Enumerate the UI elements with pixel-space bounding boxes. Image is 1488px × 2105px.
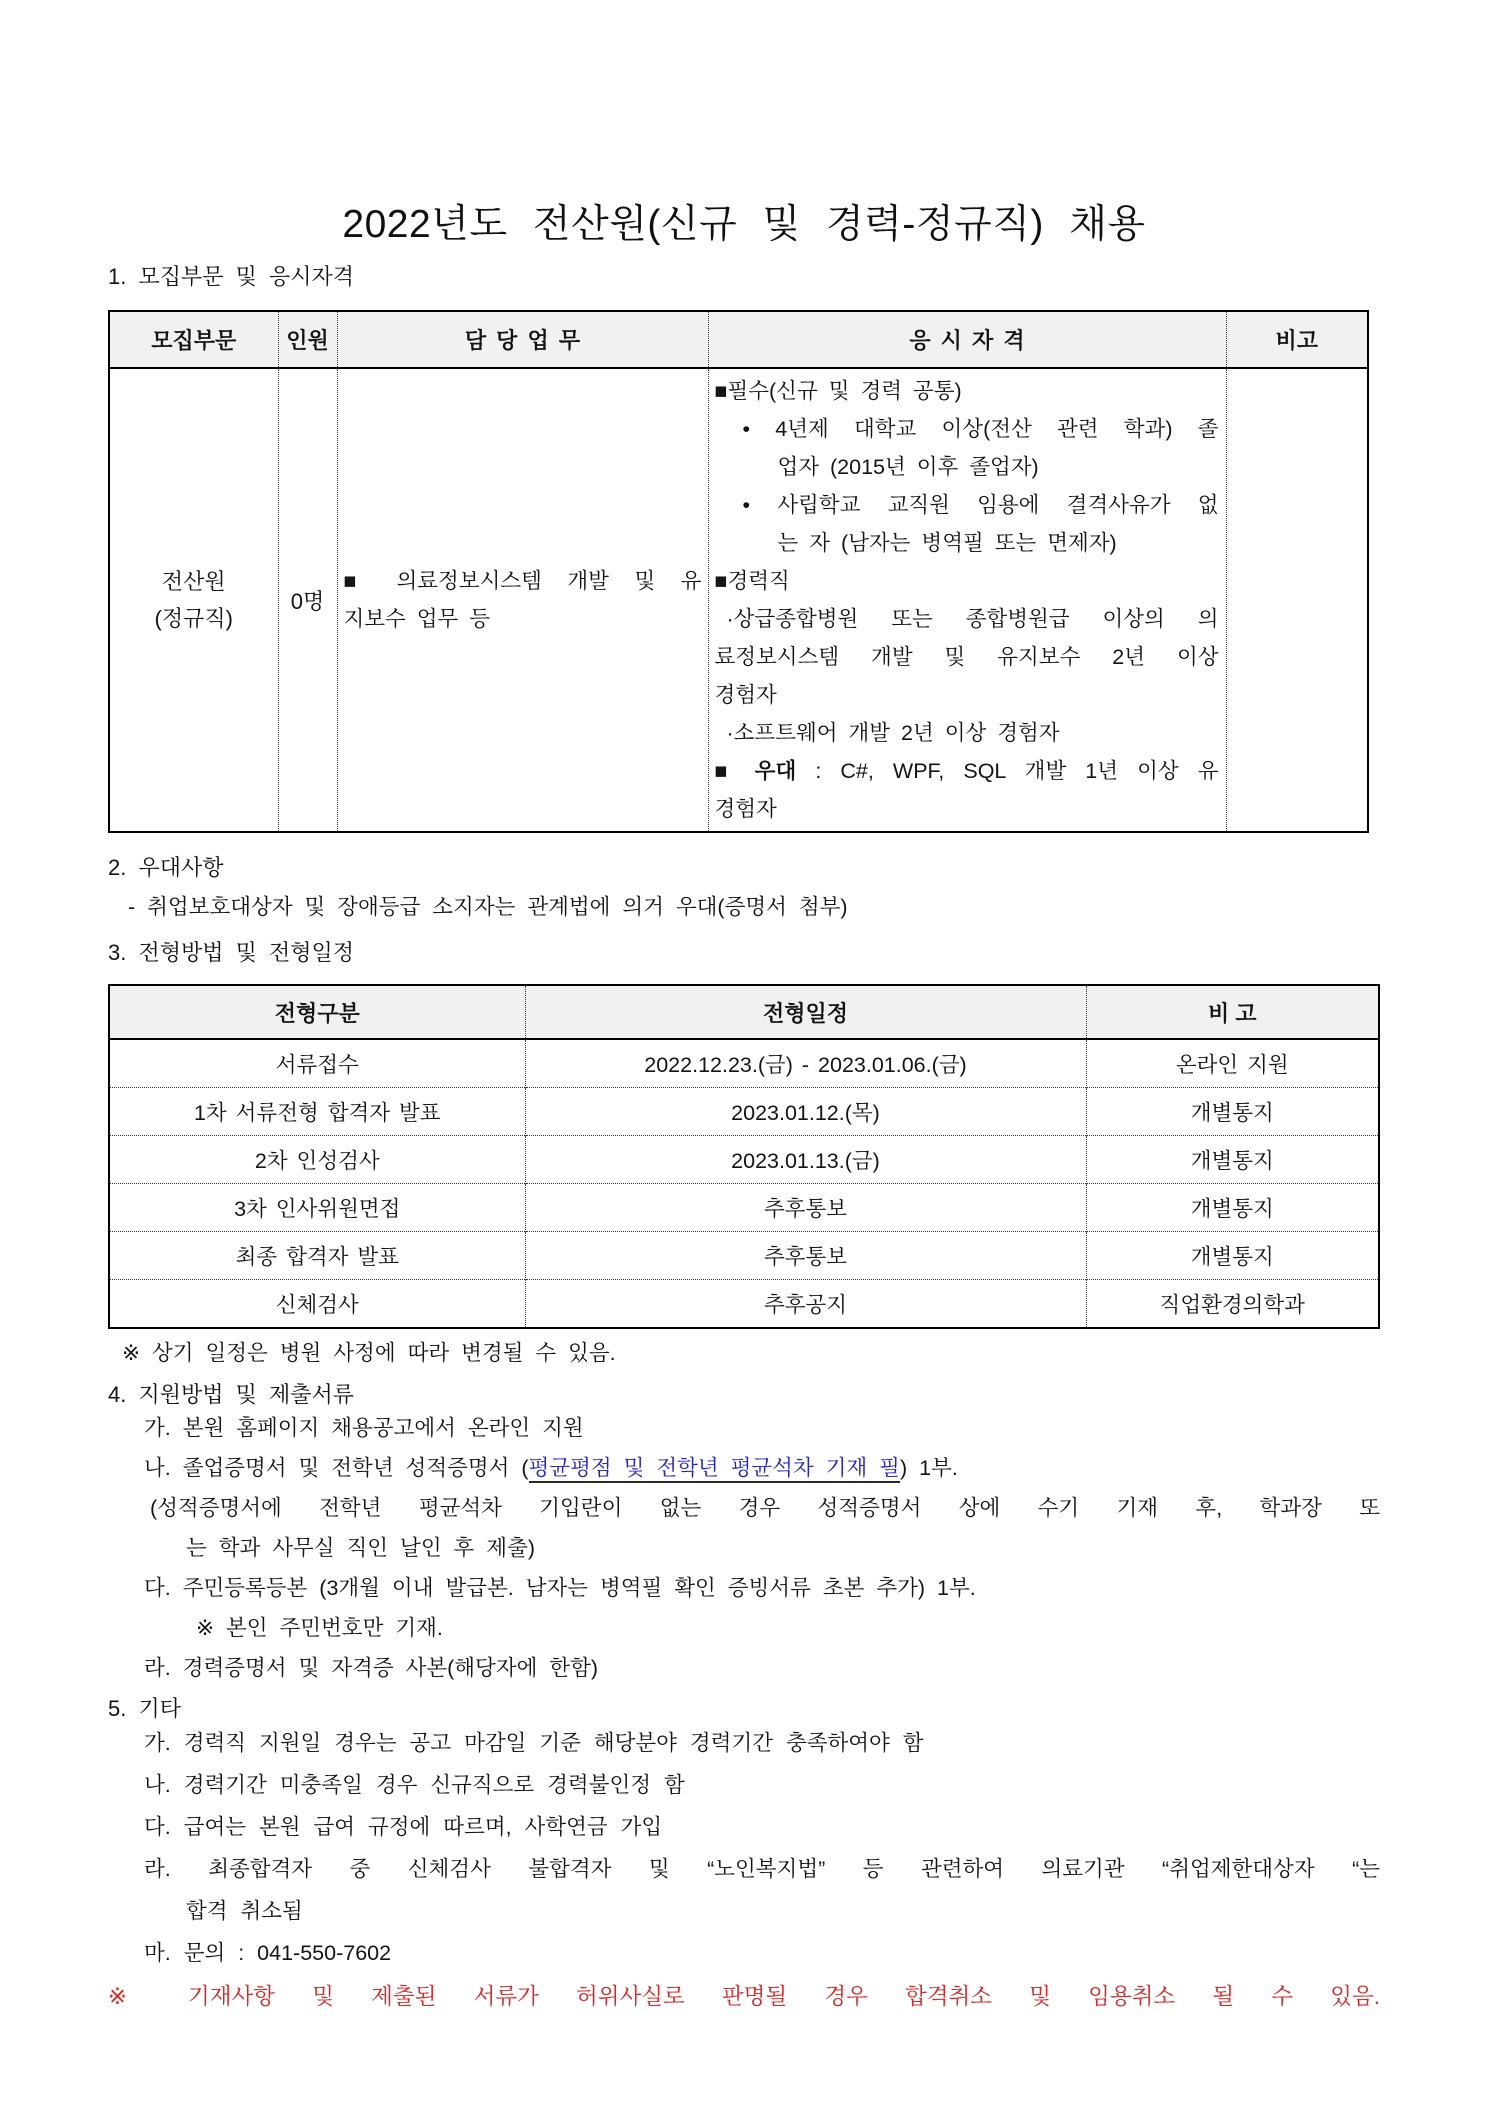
grade-requirement-emphasis: 평균평점 및 전학년 평균석차 기재 필 bbox=[529, 1456, 900, 1483]
schedule-note: 개별통지 bbox=[1086, 1184, 1379, 1232]
s4-item-ra: 라. 경력증명서 및 자격증 사본(해당자에 한함) bbox=[144, 1656, 599, 1680]
section-4-heading: 4. 지원방법 및 제출서류 bbox=[108, 1382, 354, 1407]
s4-item-na-suffix: ) 1부. bbox=[899, 1456, 958, 1480]
schedule-stage: 3차 인사위원면접 bbox=[109, 1184, 525, 1232]
recruit-table-header-row bbox=[109, 311, 1368, 368]
schedule-row bbox=[109, 1039, 1379, 1088]
s5-item-ma-contact: 마. 문의 : 041-550-7602 bbox=[144, 1941, 392, 1965]
qual-line: ·상급종합병원 또는 종합병원급 이상의 의 bbox=[726, 607, 1219, 631]
schedule-note: 직업환경의학과 bbox=[1086, 1280, 1379, 1329]
section-2-item: - 취업보호대상자 및 장애등급 소지자는 관계법에 의거 우대(증명서 첨부) bbox=[128, 895, 848, 919]
qual-line: 경험자 bbox=[714, 797, 777, 821]
recruit-cell-qualification bbox=[708, 368, 1226, 832]
schedule-row bbox=[109, 1280, 1379, 1329]
recruit-header-part: 모집부문 bbox=[109, 311, 278, 368]
s5-item-ra-cont: 합격 취소됨 bbox=[186, 1899, 303, 1923]
schedule-stage: 2차 인성검사 bbox=[109, 1136, 525, 1184]
schedule-row bbox=[109, 1232, 1379, 1280]
schedule-stage: 최종 합격자 발표 bbox=[109, 1232, 525, 1280]
s5-item-ra: 라. 최종합격자 중 신체검사 불합격자 및 “노인복지법” 등 관련하여 의료기관 “취업제한대상자 “는 bbox=[144, 1857, 1380, 1881]
schedule-note: 개별통지 bbox=[1086, 1232, 1379, 1280]
schedule-table bbox=[108, 984, 1380, 1329]
schedule-row bbox=[109, 1136, 1379, 1184]
doc-title: 2022년도 전산원(신규 및 경력-정규직) 채용 bbox=[342, 203, 1146, 246]
s4-item-da-note: ※ 본인 주민번호만 기재. bbox=[196, 1616, 443, 1640]
recruit-header-qualification: 응 시 자 격 bbox=[708, 311, 1226, 368]
qual-line: ■필수(신규 및 경력 공통) bbox=[714, 379, 962, 403]
s4-item-na-cont: (성적증명서에 전학년 평균석차 기입란이 없는 경우 성적증명서 상에 수기 기재 후, 학과장 또 bbox=[150, 1496, 1380, 1520]
schedule-note: 온라인 지원 bbox=[1086, 1039, 1379, 1088]
qual-line: 경험자 bbox=[714, 683, 777, 707]
schedule-table-header-row bbox=[109, 985, 1379, 1039]
schedule-row bbox=[109, 1184, 1379, 1232]
s4-item-ga: 가. 본원 홈페이지 채용공고에서 온라인 지원 bbox=[144, 1416, 584, 1440]
document-body bbox=[0, 264, 1488, 2012]
schedule-date: 2023.01.12.(목) bbox=[525, 1088, 1086, 1136]
schedule-note: 개별통지 bbox=[1086, 1088, 1379, 1136]
s4-item-da: 다. 주민등록등본 (3개월 이내 발급본. 남자는 병역필 확인 증빙서류 초본 추가) 1부. bbox=[144, 1576, 976, 1600]
s5-item-na: 나. 경력기간 미충족일 경우 신규직으로 경력불인정 함 bbox=[144, 1773, 685, 1797]
schedule-date: 추후통보 bbox=[525, 1184, 1086, 1232]
qual-line: ■경력직 bbox=[714, 569, 790, 593]
recruit-table bbox=[108, 310, 1369, 833]
section-3-heading: 3. 전형방법 및 전형일정 bbox=[108, 940, 354, 965]
schedule-stage: 서류접수 bbox=[275, 1053, 359, 1077]
schedule-header-note: 비 고 bbox=[1086, 985, 1379, 1039]
qual-preferred-label: ■ 우대 bbox=[714, 759, 797, 783]
schedule-row bbox=[109, 1088, 1379, 1136]
qual-line: • 4년제 대학교 이상(전산 관련 학과) 졸 bbox=[742, 417, 1219, 441]
qual-line: ·소프트웨어 개발 2년 이상 경험자 bbox=[726, 721, 1060, 745]
recruit-header-note: 비고 bbox=[1226, 311, 1368, 368]
qual-line bbox=[715, 752, 1219, 790]
recruit-cell-position bbox=[109, 368, 278, 832]
schedule-change-note: ※ 상기 일정은 병원 사정에 따라 변경될 수 있음. bbox=[122, 1341, 616, 1365]
qual-line: 업자 (2015년 이후 졸업자) bbox=[777, 455, 1039, 479]
position-type: (정규직) bbox=[154, 606, 233, 631]
recruit-cell-note bbox=[1226, 368, 1368, 832]
section-2-heading: 2. 우대사항 bbox=[108, 855, 224, 880]
schedule-stage: 신체검사 bbox=[109, 1280, 525, 1329]
schedule-date: 추후공지 bbox=[525, 1280, 1086, 1329]
section-1-heading: 1. 모집부문 및 응시자격 bbox=[108, 264, 354, 289]
schedule-stage: 1차 서류전형 합격자 발표 bbox=[109, 1088, 525, 1136]
recruit-cell-count: 0명 bbox=[278, 368, 337, 832]
schedule-date: 2023.01.13.(금) bbox=[525, 1136, 1086, 1184]
recruit-header-count: 인원 bbox=[278, 311, 337, 368]
schedule-header-stage: 전형구분 bbox=[109, 985, 525, 1039]
duty-line: ■ 의료정보시스템 개발 및 유 bbox=[343, 569, 702, 593]
s5-item-da: 다. 급여는 본원 급여 규정에 따르며, 사학연금 가입 bbox=[144, 1815, 663, 1839]
schedule-date: 추후통보 bbox=[525, 1232, 1086, 1280]
qual-line: • 사립학교 교직원 임용에 결격사유가 없 bbox=[742, 493, 1219, 517]
s4-item-na-cont: 는 학과 사무실 직인 날인 후 제출) bbox=[186, 1536, 535, 1560]
qual-preferred-text: : C#, WPF, SQL 개발 1년 이상 유 bbox=[796, 759, 1219, 783]
s5-item-ga: 가. 경력직 지원일 경우는 공고 마감일 기준 해당분야 경력기간 충족하여야 함 bbox=[144, 1731, 924, 1755]
section-5-heading: 5. 기타 bbox=[108, 1696, 181, 1721]
s4-item-na-prefix: 나. 졸업증명서 및 전학년 성적증명서 ( bbox=[144, 1456, 529, 1480]
position-name: 전산원 bbox=[161, 569, 226, 594]
footer-warning: ※ 기재사항 및 제출된 서류가 허위사실로 판명될 경우 합격취소 및 임용취소 될 수 있음. bbox=[108, 1984, 1380, 2009]
schedule-note: 개별통지 bbox=[1086, 1136, 1379, 1184]
schedule-date: 2022.12.23.(금) - 2023.01.06.(금) bbox=[525, 1039, 1086, 1088]
recruit-header-duty: 담 당 업 무 bbox=[337, 311, 708, 368]
duty-line: 지보수 업무 등 bbox=[343, 607, 491, 631]
schedule-header-date: 전형일정 bbox=[525, 985, 1086, 1039]
qual-line: 는 자 (남자는 병역필 또는 면제자) bbox=[777, 531, 1117, 555]
qual-line: 료정보시스템 개발 및 유지보수 2년 이상 bbox=[714, 645, 1219, 669]
recruit-cell-duty bbox=[337, 368, 708, 832]
s4-item-na bbox=[108, 1448, 1380, 1488]
recruit-table-row bbox=[109, 368, 1368, 832]
